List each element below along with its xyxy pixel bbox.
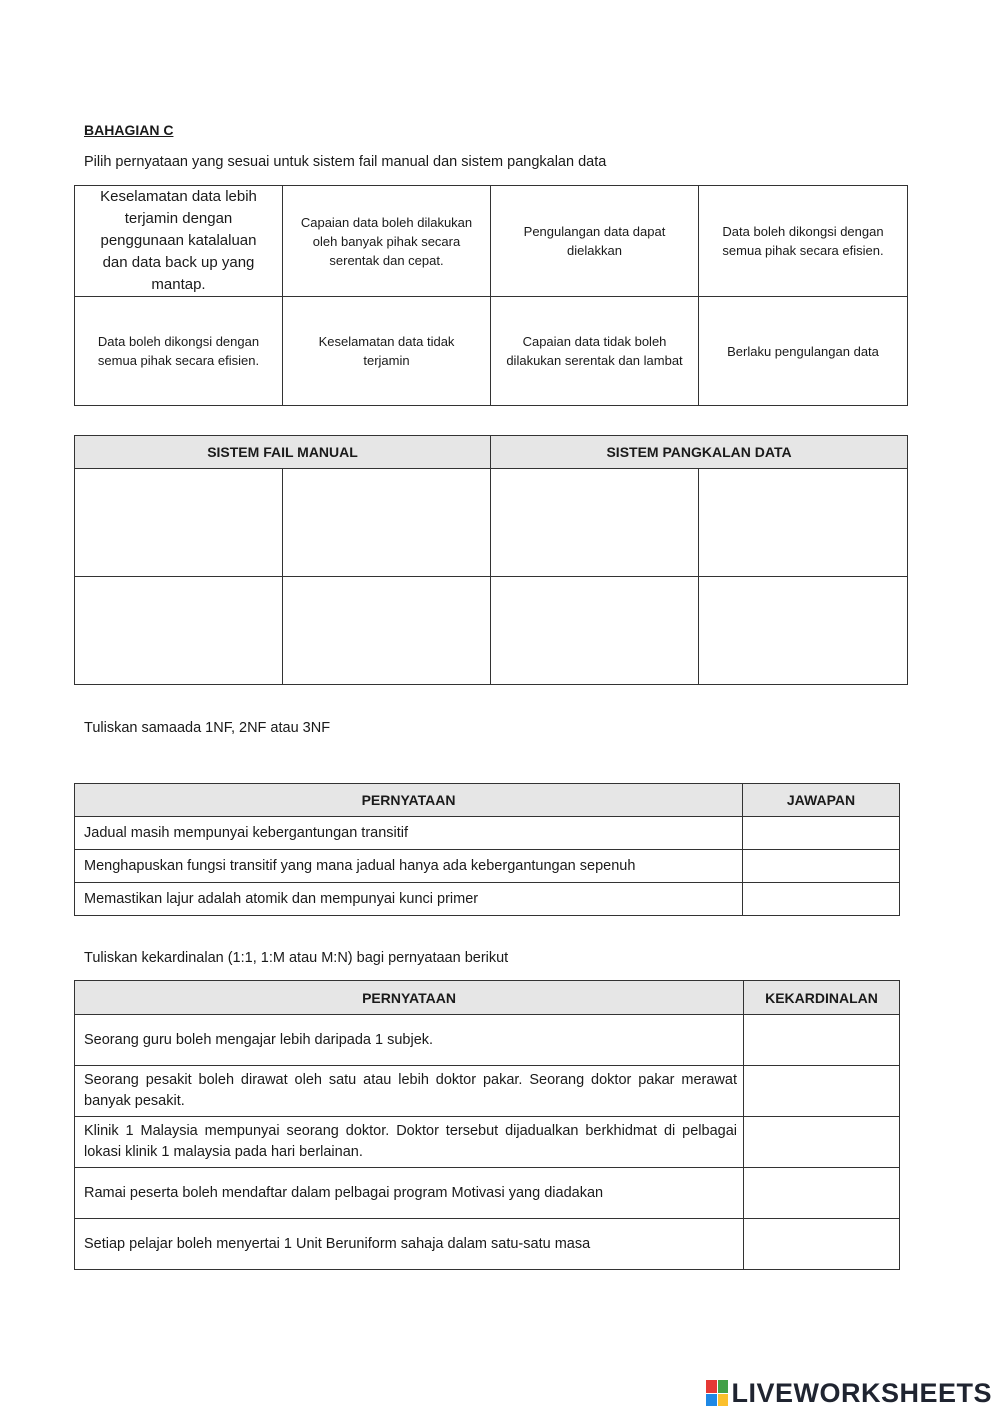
sort-table — [74, 435, 908, 685]
header-statement: PERNYATAAN — [75, 784, 743, 817]
logo-block — [718, 1380, 729, 1393]
drop-zone-manual[interactable] — [283, 577, 491, 685]
option-card[interactable]: Capaian data boleh dilakukan oleh banyak pihak secara serentak dan cepat. — [283, 186, 491, 297]
logo-block — [706, 1380, 717, 1393]
cardinality-statement: Seorang guru boleh mengajar lebih daripada 1 subjek. — [75, 1015, 744, 1066]
instruction-nf: Tuliskan samaada 1NF, 2NF atau 3NF — [84, 720, 331, 736]
option-card[interactable]: Keselamatan data tidak terjamin — [283, 297, 491, 406]
cardinality-statement: Klinik 1 Malaysia mempunyai seorang doktor. Doktor tersebut dijadualkan berkhidmat di pelbagai lokasi klinik 1 malaysia pada hari berlainan. — [75, 1117, 744, 1168]
drop-zone-database[interactable] — [491, 577, 699, 685]
drop-zone-database[interactable] — [491, 469, 699, 577]
logo-block — [718, 1394, 729, 1407]
drop-zone-database[interactable] — [699, 469, 908, 577]
nf-statement: Memastikan lajur adalah atomik dan mempunyai kunci primer — [75, 883, 743, 916]
drop-zone-manual[interactable] — [75, 577, 283, 685]
option-card[interactable]: Capaian data tidak boleh dilakukan serentak dan lambat — [491, 297, 699, 406]
cardinality-statement: Setiap pelajar boleh menyertai 1 Unit Beruniform sahaja dalam satu-satu masa — [75, 1219, 744, 1270]
drop-zone-database[interactable] — [699, 577, 908, 685]
logo-block — [706, 1394, 717, 1407]
nf-statement: Jadual masih mempunyai kebergantungan transitif — [75, 817, 743, 850]
header-manual-file: SISTEM FAIL MANUAL — [75, 436, 491, 469]
nf-answer-input[interactable] — [743, 817, 900, 850]
header-database: SISTEM PANGKALAN DATA — [491, 436, 908, 469]
section-heading: BAHAGIAN C — [84, 122, 174, 138]
drop-zone-manual[interactable] — [75, 469, 283, 577]
option-card[interactable]: Keselamatan data lebih terjamin dengan penggunaan katalaluan dan data back up yang mantap. — [75, 186, 283, 297]
cardinality-answer-input[interactable] — [744, 1066, 900, 1117]
header-statement: PERNYATAAN — [75, 981, 744, 1015]
logo-text: LIVEWORKSHEETS — [731, 1377, 992, 1408]
drop-zone-manual[interactable] — [283, 469, 491, 577]
nf-statement: Menghapuskan fungsi transitif yang mana jadual hanya ada kebergantungan sepenuh — [75, 850, 743, 883]
cardinality-answer-input[interactable] — [744, 1015, 900, 1066]
header-cardinality: KEKARDINALAN — [744, 981, 900, 1015]
nf-answer-input[interactable] — [743, 883, 900, 916]
cardinality-table — [74, 980, 900, 1270]
instruction-cardinality: Tuliskan kekardinalan (1:1, 1:M atau M:N) bagi pernyataan berikut — [84, 950, 509, 966]
options-table — [74, 185, 908, 406]
logo-mark-icon — [706, 1380, 728, 1406]
header-answer: JAWAPAN — [743, 784, 900, 817]
cardinality-answer-input[interactable] — [744, 1168, 900, 1219]
instruction-choose: Pilih pernyataan yang sesuai untuk sistem fail manual dan sistem pangkalan data — [84, 154, 607, 170]
option-card[interactable]: Berlaku pengulangan data — [699, 297, 908, 406]
liveworksheets-logo — [706, 1376, 992, 1410]
option-card[interactable]: Data boleh dikongsi dengan semua pihak secara efisien. — [699, 186, 908, 297]
cardinality-statement: Ramai peserta boleh mendaftar dalam pelbagai program Motivasi yang diadakan — [75, 1168, 744, 1219]
nf-table — [74, 783, 900, 916]
option-card[interactable]: Data boleh dikongsi dengan semua pihak secara efisien. — [75, 297, 283, 406]
nf-answer-input[interactable] — [743, 850, 900, 883]
cardinality-answer-input[interactable] — [744, 1219, 900, 1270]
option-card[interactable]: Pengulangan data dapat dielakkan — [491, 186, 699, 297]
cardinality-statement: Seorang pesakit boleh dirawat oleh satu atau lebih doktor pakar. Seorang doktor pakar merawat banyak pesakit. — [75, 1066, 744, 1117]
cardinality-answer-input[interactable] — [744, 1117, 900, 1168]
